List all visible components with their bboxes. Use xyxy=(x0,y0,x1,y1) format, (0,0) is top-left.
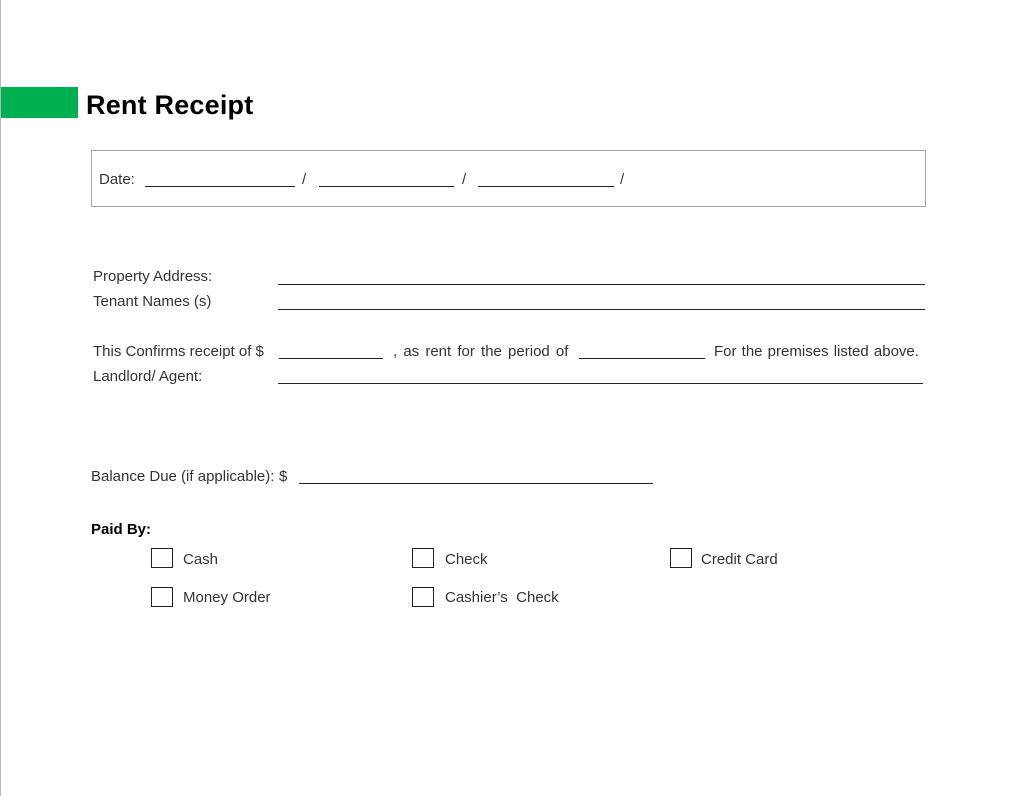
landlord-agent-label: Landlord/ Agent: xyxy=(93,368,203,385)
cashiers-check-checkbox[interactable] xyxy=(412,587,434,607)
landlord-agent-field[interactable] xyxy=(278,383,923,384)
tenant-names-field[interactable] xyxy=(278,309,925,310)
date-label: Date: xyxy=(99,171,135,188)
page-left-border xyxy=(0,0,1,796)
date-year-field[interactable] xyxy=(478,186,614,187)
check-label: Check xyxy=(445,551,488,568)
date-month-field[interactable] xyxy=(145,186,295,187)
property-address-field[interactable] xyxy=(278,284,925,285)
confirms-receipt-label: This Confirms receipt of $ xyxy=(93,343,264,360)
property-address-label: Property Address: xyxy=(93,268,213,285)
cashiers-check-label: Cashier’s Check xyxy=(445,589,559,606)
cash-checkbox[interactable] xyxy=(151,548,173,568)
credit-card-label: Credit Card xyxy=(701,551,778,568)
date-day-field[interactable] xyxy=(319,186,454,187)
document-title: Rent Receipt xyxy=(86,90,254,120)
amount-field[interactable] xyxy=(279,358,383,359)
date-separator-1: / xyxy=(302,171,307,188)
premises-label: For the premises listed above. xyxy=(714,343,919,360)
balance-due-label: Balance Due (if applicable): xyxy=(91,468,275,485)
money-order-checkbox[interactable] xyxy=(151,587,173,607)
money-order-label: Money Order xyxy=(183,589,271,606)
rent-period-field[interactable] xyxy=(579,358,705,359)
date-section xyxy=(91,150,926,207)
check-checkbox[interactable] xyxy=(412,548,434,568)
date-separator-3: / xyxy=(620,171,625,188)
cash-label: Cash xyxy=(183,551,219,568)
date-separator-2: / xyxy=(462,171,467,188)
tenant-names-label: Tenant Names (s) xyxy=(93,293,212,310)
paid-by-heading: Paid By: xyxy=(91,521,152,538)
balance-currency-symbol: $ xyxy=(279,468,288,485)
title-accent-bar xyxy=(1,87,78,118)
balance-due-field[interactable] xyxy=(299,483,653,484)
rent-period-label: , as rent for the period of xyxy=(393,343,569,360)
credit-card-checkbox[interactable] xyxy=(670,548,692,568)
